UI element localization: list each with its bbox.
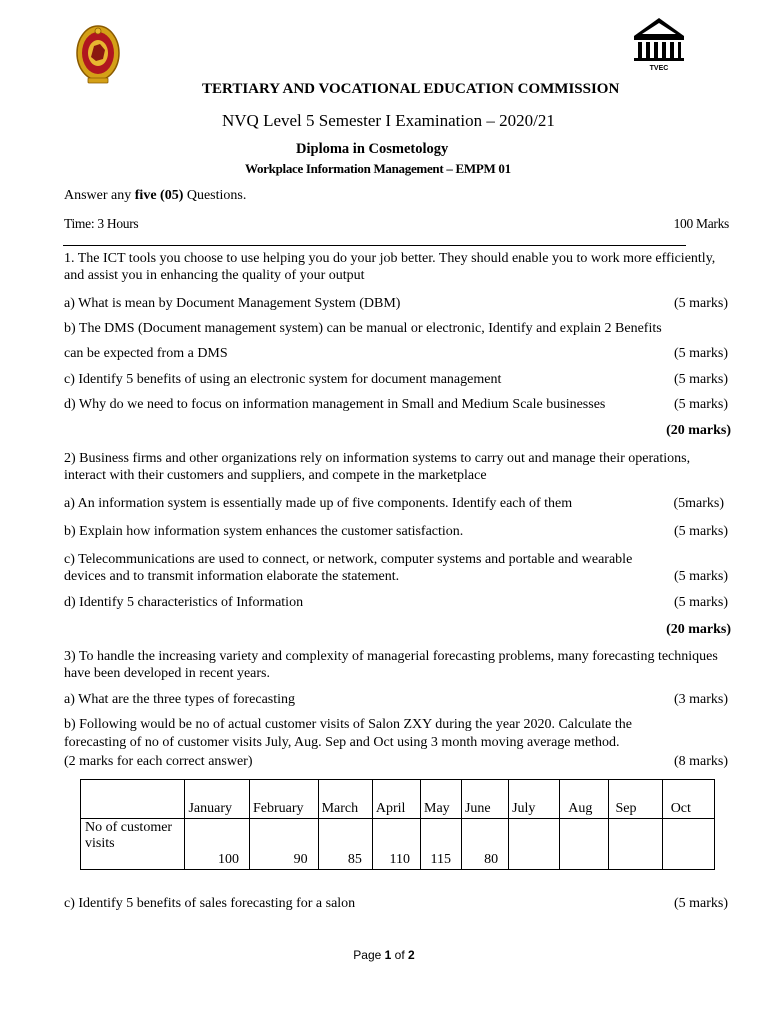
- q2-c-line2: devices and to transmit information elaborate the statement.: [64, 569, 400, 584]
- table-cell: 85: [318, 819, 372, 870]
- q1-c-marks: (5 marks): [673, 372, 728, 387]
- q3-b-line1: b) Following would be no of actual customer visits of Salon ZXY during the year 2020. Calculate the: [64, 717, 632, 732]
- footer-page-mid: of: [391, 948, 409, 962]
- exam-total-marks: 100 Marks: [673, 216, 729, 231]
- footer-page-count: 2: [408, 948, 415, 962]
- table-cell: 110: [372, 819, 420, 870]
- table-cell: 80: [461, 819, 508, 870]
- tvec-logo: [630, 16, 688, 72]
- q2-b-marks: (5 marks): [673, 524, 728, 539]
- table-cell: 115: [421, 819, 462, 870]
- q1-total-marks: (20 marks): [666, 423, 731, 438]
- q2-d-marks: (5 marks): [673, 595, 728, 610]
- table-header-cell: Aug: [560, 780, 609, 819]
- q1-b-marks: (5 marks): [673, 346, 728, 361]
- table-header-cell: Oct: [662, 780, 714, 819]
- instructions-pre: Answer any: [64, 188, 135, 203]
- table-header-cell: January: [185, 780, 250, 819]
- q2-c-marks: (5 marks): [673, 569, 728, 584]
- q3-c: c) Identify 5 benefits of sales forecasting for a salon: [64, 896, 356, 911]
- table-cell: 90: [249, 819, 318, 870]
- table-header-cell: February: [249, 780, 318, 819]
- q1-d: d) Why do we need to focus on information management in Small and Medium Scale businesses: [64, 397, 606, 412]
- header-divider: [63, 245, 686, 246]
- table-cell: [560, 819, 609, 870]
- page-footer: [0, 948, 768, 962]
- q3-intro: 3) To handle the increasing variety and complexity of managerial forecasting problems, many forecasting techniques have been developed in recent years.: [64, 649, 718, 681]
- q3-a-marks: (3 marks): [673, 692, 728, 707]
- table-header-cell: March: [318, 780, 372, 819]
- q2-a-marks: (5marks): [673, 496, 724, 511]
- q2-intro: 2) Business firms and other organizations rely on information systems to carry out and manage their operations, interact with their customers and suppliers, and compete in the marketplace: [64, 451, 691, 483]
- instructions-count: five (05): [134, 188, 184, 203]
- organization-title: TERTIARY AND VOCATIONAL EDUCATION COMMISSION: [202, 81, 620, 97]
- footer-page-pre: Page: [353, 948, 385, 962]
- q3-b-line2: forecasting of no of customer visits July, Aug. Sep and Oct using 3 month moving average method.: [64, 735, 620, 750]
- table-cell: 100: [185, 819, 250, 870]
- table-header-cell: July: [509, 780, 560, 819]
- table-header-cell: May: [421, 780, 462, 819]
- table-header-row: [81, 780, 715, 819]
- q1-d-marks: (5 marks): [673, 397, 728, 412]
- exam-title: NVQ Level 5 Semester I Examination – 2020/21: [222, 111, 555, 130]
- customer-visits-table: [80, 779, 715, 870]
- table-row-label: No of customer visits: [81, 819, 185, 870]
- instructions-post: Questions.: [183, 188, 247, 203]
- table-header-cell: Sep: [609, 780, 662, 819]
- table-header-corner: [81, 780, 185, 819]
- q1-c: c) Identify 5 benefits of using an electronic system for document management: [64, 372, 502, 387]
- footer-page-number: 1: [384, 948, 392, 962]
- q2-b: b) Explain how information system enhances the customer satisfaction.: [64, 524, 464, 539]
- diploma-title: Diploma in Cosmetology: [296, 141, 449, 157]
- q2-c-line1: c) Telecommunications are used to connect, or network, computer systems and portable and wearable: [64, 552, 633, 567]
- q1-a: a) What is mean by Document Management System (DBM): [64, 296, 401, 311]
- table-header-cell: June: [461, 780, 508, 819]
- instructions: [64, 188, 246, 204]
- q2-total-marks: (20 marks): [666, 622, 731, 637]
- q1-a-marks: (5 marks): [673, 296, 728, 311]
- table-cell: [662, 819, 714, 870]
- q3-b-marks: (8 marks): [673, 754, 728, 769]
- q2-d: d) Identify 5 characteristics of Information: [64, 595, 304, 610]
- q2-a: a) An information system is essentially made up of five components. Identify each of them: [64, 496, 573, 511]
- exam-time: Time: 3 Hours: [64, 216, 139, 231]
- tvec-logo-text: TVEC: [649, 65, 669, 72]
- module-title: Workplace Information Management – EMPM 01: [245, 161, 511, 176]
- table-cell: [609, 819, 662, 870]
- table-row: [81, 819, 715, 870]
- q3-a: a) What are the three types of forecasting: [64, 692, 296, 707]
- sri-lanka-emblem-logo: [74, 24, 122, 86]
- table-cell: [509, 819, 560, 870]
- table-header-cell: April: [372, 780, 420, 819]
- q3-b-line3: (2 marks for each correct answer): [64, 754, 253, 769]
- q1-b-line1: b) The DMS (Document management system) can be manual or electronic, Identify and explain 2 Benefits: [64, 321, 662, 336]
- q3-c-marks: (5 marks): [673, 896, 728, 911]
- q1-intro: 1. The ICT tools you choose to use helping you do your job better. They should enable you to work more efficiently, and assist you in enhancing the quality of your output: [64, 251, 716, 283]
- q1-b-line2: can be expected from a DMS: [64, 346, 228, 361]
